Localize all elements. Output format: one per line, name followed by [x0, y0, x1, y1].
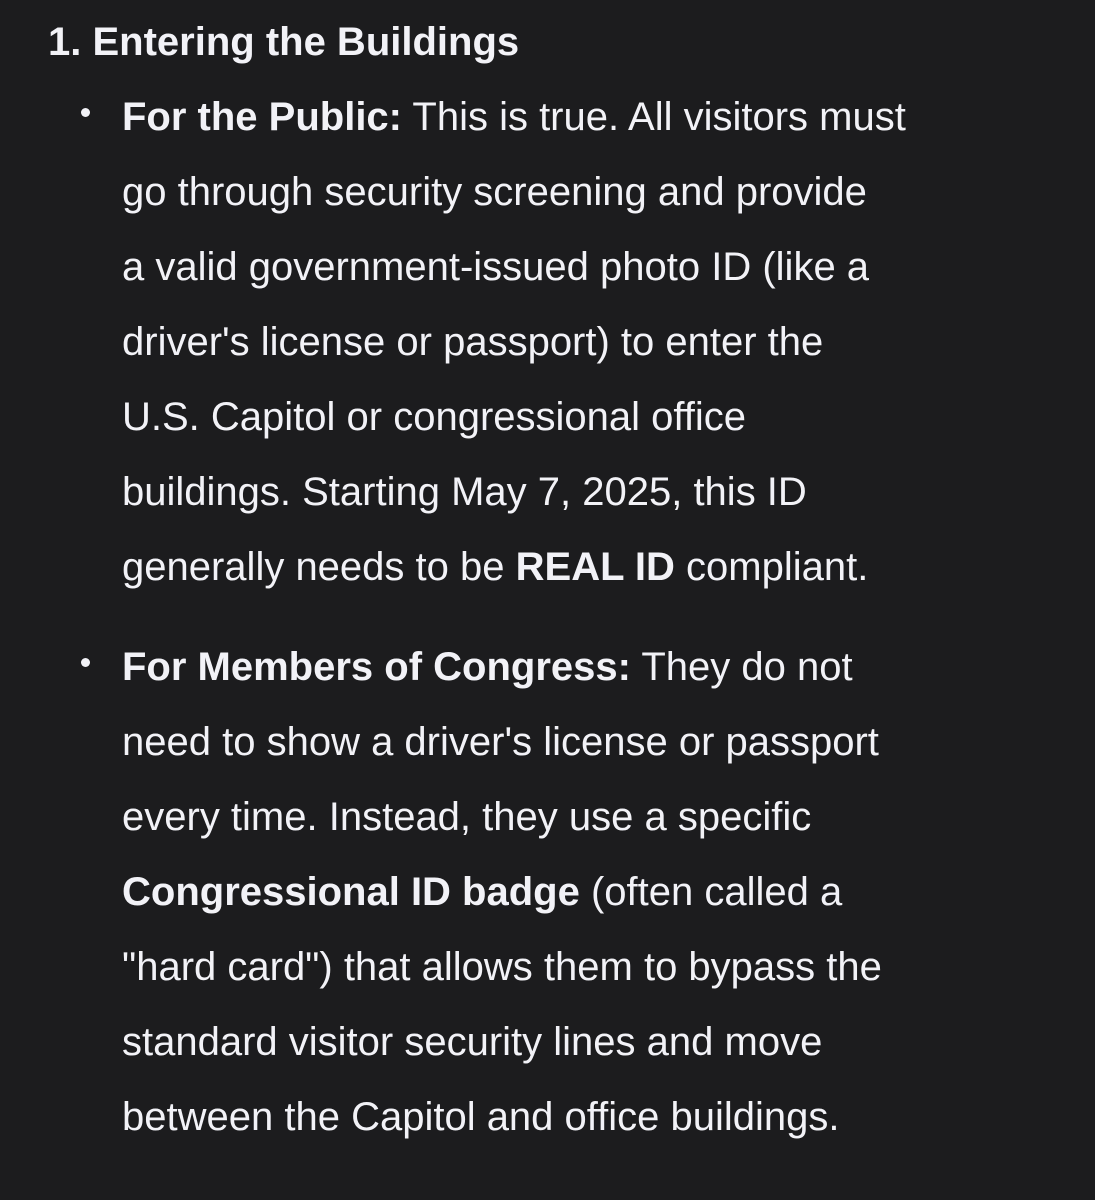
text-run: standard visitor security lines and move: [122, 1020, 823, 1064]
text-run: driver's license or passport) to enter the: [122, 320, 824, 364]
text-line: [122, 80, 1072, 155]
text-line: [122, 705, 1072, 780]
text-run: between the Capitol and office buildings.: [122, 1095, 840, 1139]
bold-text: Congressional ID badge: [122, 870, 580, 914]
text-line: [122, 630, 1072, 705]
text-line: [122, 155, 1072, 230]
text-run: buildings. Starting May 7, 2025, this ID: [122, 470, 807, 514]
bullet-text-members-of-congress: [122, 630, 1072, 1155]
text-line: [122, 530, 1072, 605]
text-line: [122, 1005, 1072, 1080]
text-run: every time. Instead, they use a specific: [122, 795, 812, 839]
bold-label: For the Public:: [122, 95, 402, 139]
bold-label: For Members of Congress:: [122, 645, 631, 689]
text-run: a valid government-issued photo ID (like a: [122, 245, 870, 289]
bold-text: REAL ID: [515, 545, 675, 589]
bullet-text-public: [122, 80, 1072, 605]
text-line: [122, 230, 1072, 305]
text-run: This is true. All visitors must: [402, 95, 906, 139]
bullet-dot-icon: [81, 658, 90, 667]
text-run: "hard card") that allows them to bypass the: [122, 945, 882, 989]
bullet-dot-icon: [81, 108, 90, 117]
text-line: [122, 380, 1072, 455]
section-heading: 1. Entering the Buildings: [48, 20, 520, 64]
text-line: [122, 780, 1072, 855]
text-run: need to show a driver's license or passport: [122, 720, 879, 764]
text-line: [122, 855, 1072, 930]
text-run: They do not: [630, 645, 853, 689]
text-run: compliant.: [674, 545, 869, 589]
text-run: generally needs to be: [122, 545, 516, 589]
text-line: [122, 455, 1072, 530]
text-run: go through security screening and provide: [122, 170, 867, 214]
text-line: [122, 1080, 1072, 1155]
text-line: [122, 930, 1072, 1005]
text-run: (often called a: [579, 870, 843, 914]
text-line: [122, 305, 1072, 380]
text-run: U.S. Capitol or congressional office: [122, 395, 747, 439]
